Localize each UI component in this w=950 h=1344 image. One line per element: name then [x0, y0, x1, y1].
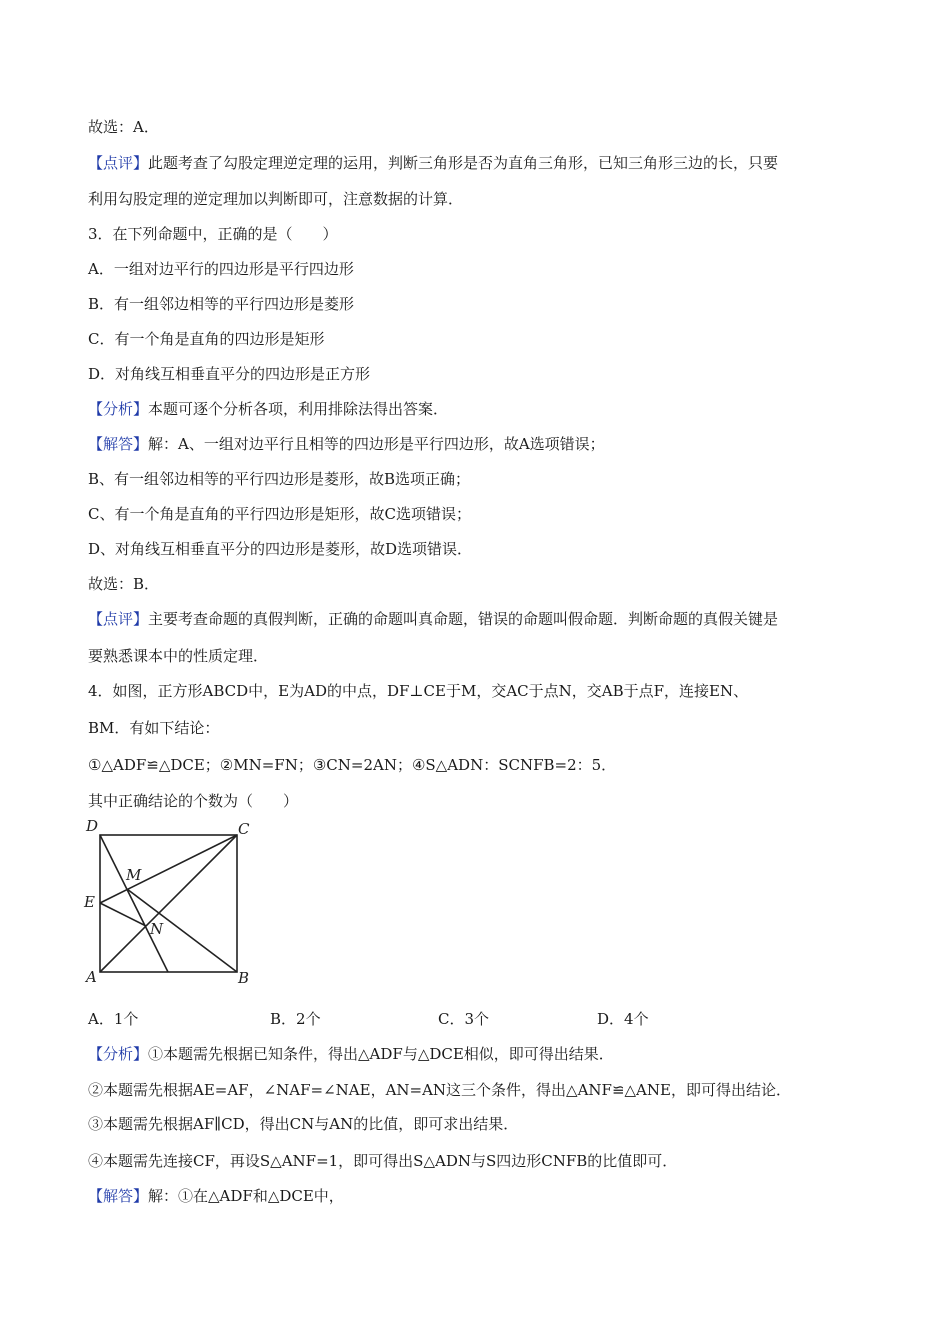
analysis-q4-line-2: ②本题需先根据AE=AF，∠NAF=∠NAE，AN=AN这三个条件，得出△ANF≌△ANE，即可得出结论．	[88, 1081, 791, 1099]
question-4-stem-2: BM．有如下结论：	[88, 719, 220, 737]
question-3-option-b: B．有一组邻边相等的平行四边形是菱形	[88, 295, 355, 313]
square-figure	[80, 815, 260, 990]
label-c: C	[238, 820, 250, 838]
diagonal-ac	[100, 835, 237, 972]
question-3-option-d: D．对角线互相垂直平分的四边形是正方形	[88, 365, 371, 383]
comment-line-2: 利用勾股定理的逆定理加以判断即可，注意数据的计算．	[88, 190, 464, 208]
solution-tag-2: 【解答】	[88, 1187, 149, 1205]
solution-line-1: 【解答】解：A、一组对边平行且相等的四边形是平行四边形，故A选项错误；	[88, 435, 605, 453]
analysis-q4-line-3: ③本题需先根据AF∥CD，得出CN与AN的比值，即可求出结果．	[88, 1115, 519, 1133]
option-c: C．3个	[438, 1010, 490, 1028]
answer-choice-a: 故选：A．	[88, 118, 159, 136]
segment-df	[100, 835, 168, 972]
question-4-options	[88, 1008, 788, 1030]
comment-tag: 【点评】	[88, 154, 149, 172]
label-d: D	[86, 817, 99, 835]
comment-line-4: 要熟悉课本中的性质定理．	[88, 647, 269, 665]
analysis-tag-2: 【分析】	[88, 1045, 149, 1063]
question-4-conclusions: ①△ADF≌△DCE；②MN=FN；③CN=2AN；④S△ADN：SCNFB=2：5．	[88, 756, 617, 774]
option-a: A．1个	[88, 1010, 139, 1028]
label-n: N	[150, 920, 164, 938]
option-b: B．2个	[270, 1010, 321, 1028]
comment-line-1: 【点评】此题考查了勾股定理逆定理的运用，判断三角形是否为直角三角形，已知三角形三边的长，只要	[88, 154, 779, 172]
solution-line-4: D、对角线互相垂直平分的四边形是菱形，故D选项错误．	[88, 540, 473, 558]
solution-line-3: C、有一个角是直角的平行四边形是矩形，故C选项错误；	[88, 505, 471, 523]
question-3-option-a: A．一组对边平行的四边形是平行四边形	[88, 260, 354, 278]
label-a: A	[86, 968, 97, 986]
option-d: D．4个	[597, 1010, 649, 1028]
solution-tag: 【解答】	[88, 435, 149, 453]
analysis-q4-line-4: ④本题需先连接CF，再设S△ANF=1，即可得出S△ADN与S四边形CNFB的比值即可．	[88, 1152, 678, 1170]
comment-tag-2: 【点评】	[88, 610, 149, 628]
label-b: B	[238, 969, 250, 987]
question-3-option-c: C．有一个角是直角的四边形是矩形	[88, 330, 325, 348]
label-m: M	[126, 866, 142, 884]
analysis-line: 【分析】本题可逐个分析各项，利用排除法得出答案．	[88, 400, 449, 418]
answer-choice-b: 故选：B．	[88, 575, 160, 593]
segment-ce	[100, 835, 237, 903]
question-4-prompt: 其中正确结论的个数为（ ）	[88, 792, 299, 810]
question-4-stem-1: 4．如图，正方形ABCD中，E为AD的中点，DF⊥CE于M，交AC于点N，交AB于点F，连接EN、	[88, 682, 749, 700]
label-e: E	[84, 893, 95, 911]
comment-line-3: 【点评】主要考查命题的真假判断，正确的命题叫真命题，错误的命题叫假命题．判断命题的真假关键是	[88, 610, 779, 628]
solution-q4-line-1: 【解答】解：①在△ADF和△DCE中，	[88, 1187, 344, 1205]
segment-bm	[127, 889, 237, 972]
analysis-tag: 【分析】	[88, 400, 149, 418]
analysis-q4-line-1: 【分析】①本题需先根据已知条件，得出△ADF与△DCE相似，即可得出结果．	[88, 1045, 614, 1063]
solution-line-2: B、有一组邻边相等的平行四边形是菱形，故B选项正确；	[88, 470, 471, 488]
question-3-stem: 3．在下列命题中，正确的是（ ）	[88, 225, 338, 243]
